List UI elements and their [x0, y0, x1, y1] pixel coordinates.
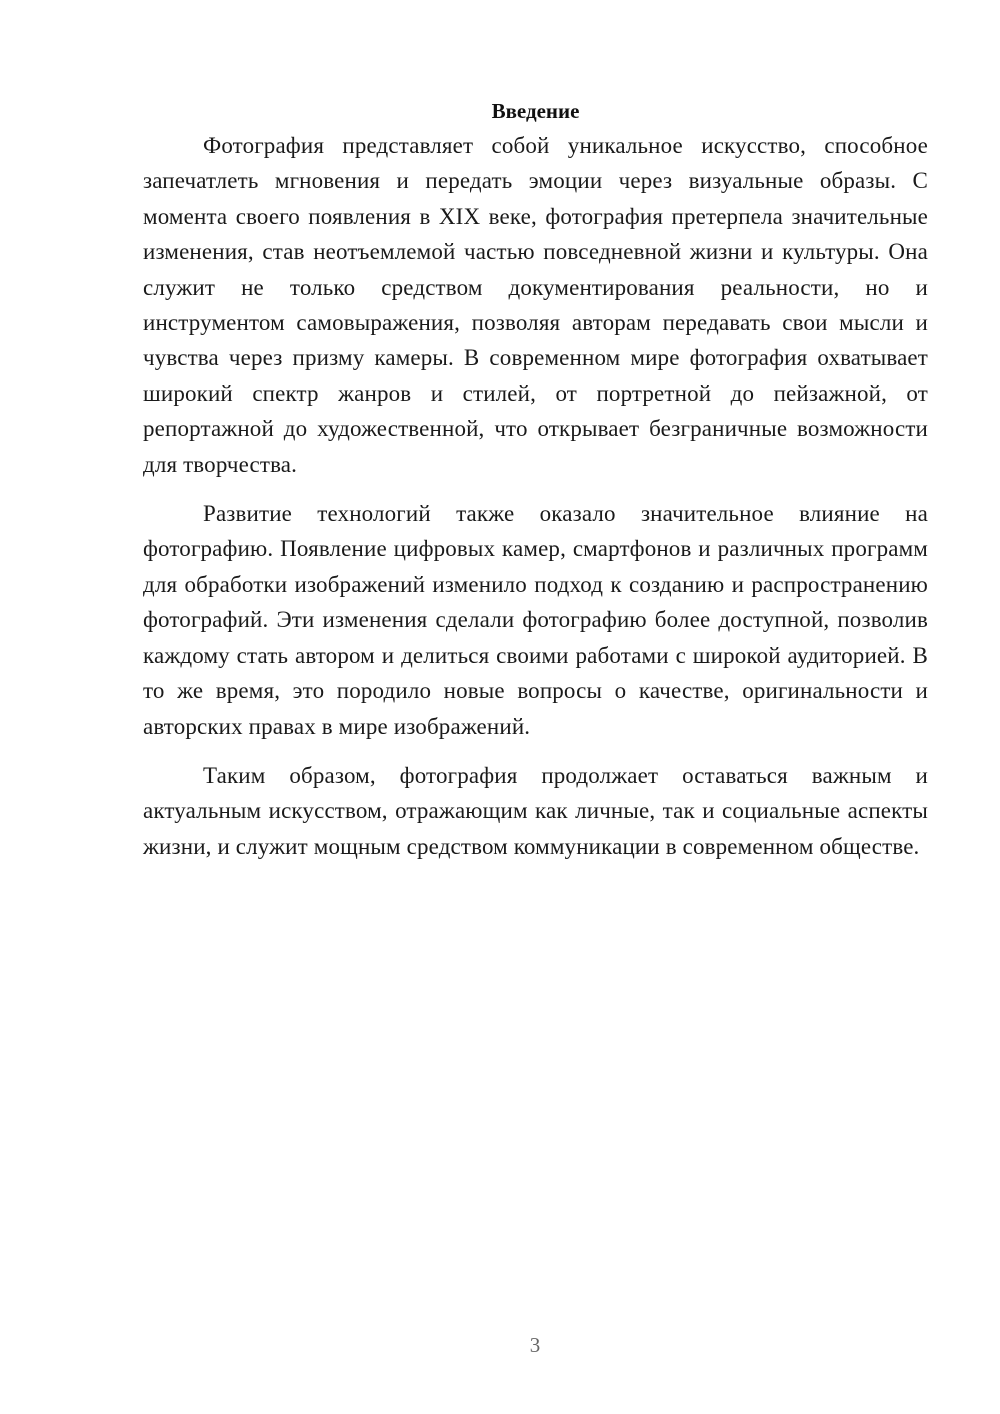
paragraph-technology: Развитие технологий также оказало значительное влияние на фотографию. Появление цифровых камер, смартфонов и различных программ для обработки изображений изменило подход к созданию и распространению фотографий. Эти изменения сделали фотографию более доступной, позволив каждому стать автором и делиться своими работами с широкой аудиторией. В то же время, это породило новые вопросы о качестве, оригинальности и авторских правах в мире изображений. [143, 501, 928, 739]
page-number: 3 [529, 1333, 541, 1357]
document-page [143, 96, 928, 864]
section-title: Введение [491, 99, 580, 123]
paragraph-intro: Фотография представляет собой уникальное искусство, способное запечатлеть мгновения и передать эмоции через визуальные образы. С момента своего появления в XIX веке, фотография претерпела значительные изменения, став неотъемлемой частью повседневной жизни и культуры. Она служит не только средством документирования реальности, но и инструментом самовыражения, позволяя авторам передавать свои мысли и чувства через призму камеры. В современном мире фотография охватывает широкий спектр жанров и стилей, от портретной до пейзажной, от репортажной до художественной, что открывает безграничные возможности для творчества. [143, 133, 928, 477]
paragraph-conclusion: Таким образом, фотография продолжает оставаться важным и актуальным искусством, отражающим как личные, так и социальные аспекты жизни, и служит мощным средством коммуникации в современном обществе. [143, 762, 928, 859]
